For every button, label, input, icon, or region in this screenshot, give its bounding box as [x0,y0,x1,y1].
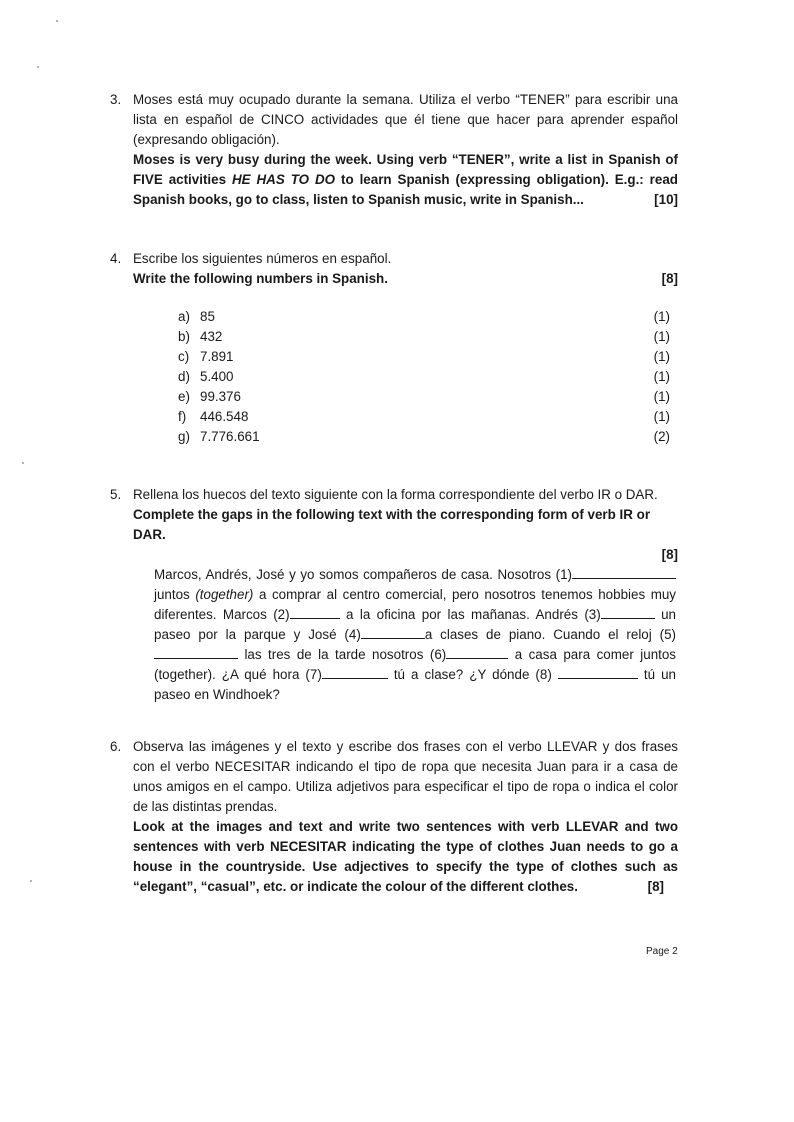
question-number: 3. [110,92,122,107]
gap-8[interactable] [558,665,638,679]
list-item: f) 446.548 (1) [178,409,670,424]
scan-speck [30,880,32,882]
list-item: d) 5.400 (1) [178,369,670,384]
question-6 [110,737,678,897]
gap-fill-passage: Marcos, Andrés, José y yo somos compañeros de casa. Nosotros (1) juntos (together) a comprar al centro comercial, pero nosotros tenemos hobbies muy diferentes. Marcos (2) a la oficina por las mañanas. Andrés (3) un paseo por la parque y José (4) a clases de piano. Cuando el reloj (5) las tres de la tarde nosotros (6) a casa para comer juntos (together). ¿A qué hora (7) tú a clase? ¿Y dónde (8) tú un paseo en Windhoek? [154,567,677,702]
number-list [178,307,670,447]
scan-speck [22,462,24,464]
scan-speck [56,20,58,22]
question-3 [110,90,678,210]
gap-3[interactable] [601,605,655,619]
question-6-english: Look at the images and text and write two sentences with verb LLEVAR and two sentences with verb NECESITAR indicating the type of clothes Juan needs to go a house in the countryside. Use adjectives to specify the type of clothes such as “elegant”, “casual”, etc. or indicate the colour of the different clothes. [8] [133,817,678,897]
list-item: c) 7.891 (1) [178,349,670,364]
question-3-spanish: Moses está muy ocupado durante la semana. Utiliza el verbo “TENER” para escribir una lista en español de CINCO actividades que él tiene que hacer para aprender español (expresando obligación). [133,92,678,147]
gap-7[interactable] [322,665,388,679]
question-6-spanish: Observa las imágenes y el texto y escribe dos frases con el verbo LLEVAR y dos frases con el verbo NECESITAR indicando el tipo de ropa que necesita Juan para ir a casa de unos amigos en el campo. Utiliza adjetivos para especificar el tipo de ropa o indica el color de las distintas prendas. [133,739,678,814]
list-item: a) 85 (1) [178,309,670,324]
question-4-spanish: Escribe los siguientes números en español. [133,251,392,266]
question-5-marks: [8] [661,547,678,562]
question-number: 4. [110,251,122,266]
gap-1[interactable] [572,565,676,579]
list-item: e) 99.376 (1) [178,389,670,404]
question-4-english: Write the following numbers in Spanish. [8] [133,269,678,289]
list-item: g) 7.776.661 (2) [178,429,670,444]
gap-5[interactable] [154,645,238,659]
gap-6[interactable] [446,645,508,659]
question-6-marks: [8] [647,879,664,894]
question-4 [110,249,678,289]
scan-speck [37,66,39,68]
question-5-english: Complete the gaps in the following text with the corresponding form of verb IR or DAR. [133,507,651,542]
question-3-marks: [10] [654,192,678,207]
question-number: 6. [110,739,122,754]
question-4-marks: [8] [661,271,678,286]
list-item: b) 432 (1) [178,329,670,344]
question-5 [110,485,678,565]
gap-4[interactable] [361,625,425,639]
gap-2[interactable] [290,605,340,619]
question-5-spanish: Rellena los huecos del texto siguiente con la forma correspondiente del verbo IR o DAR. [133,487,658,502]
question-number: 5. [110,487,122,502]
page-number: Page 2 [646,946,678,957]
question-3-english: Moses is very busy during the week. Using verb “TENER”, write a list in Spanish of FIVE activities HE HAS TO DO to learn Spanish (expressing obligation). E.g.: read Spanish books, go to class, listen to Spanish music, write in Spanish... [10] [133,150,678,210]
